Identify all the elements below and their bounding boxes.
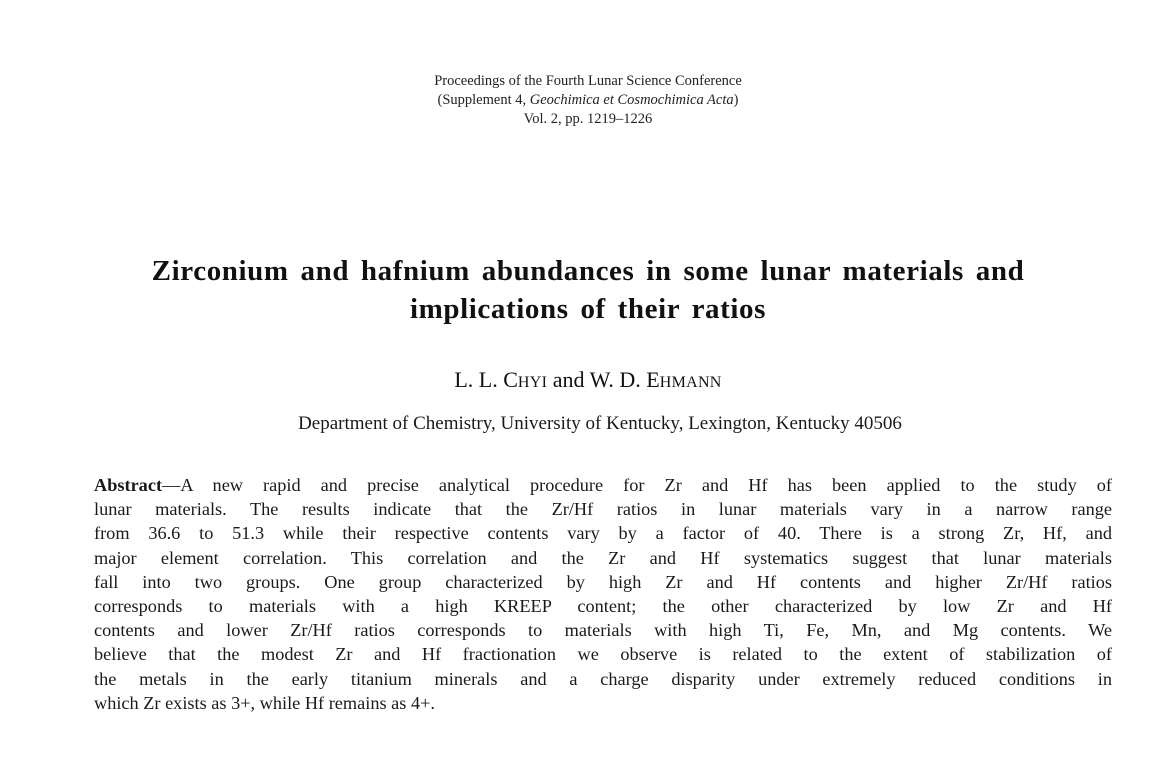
abstract-line-8: believe that the modest Zr and Hf fractionation we observe is related to the extent of stabilization of [94,644,1112,665]
abstract-line-1-text: —A new rapid and precise analytical procedure for Zr and Hf has been applied to the study of [162,475,1112,495]
abstract-label: Abstract [94,475,163,495]
proceedings-line-2 [0,91,1176,110]
authors [0,366,1176,397]
author-2-initials: W. D. [589,367,647,392]
abstract-line-6: corresponds to materials with a high KREEP content; the other characterized by low Zr and Hf [94,595,1112,616]
abstract-line-2: lunar materials. The results indicate that the Zr/Hf ratios in lunar materials vary in a narrow range [94,499,1112,520]
abstract-line-7: contents and lower Zr/Hf ratios corresponds to materials with high Ti, Fe, Mn, and Mg contents. We [94,620,1112,641]
volume-pages: Vol. 2, pp. 1219–1226 [523,111,653,127]
author-1-surname-rest: HYI [517,374,548,391]
author-2-surname-rest: HMANN [659,374,722,391]
proceedings-line-1: Proceedings of the Fourth Lunar Science Conference [434,73,742,89]
author-1-surname-initial: C [503,367,518,392]
proceedings-header [0,72,1176,129]
abstract [94,473,1112,715]
abstract-line-4: major element correlation. This correlation and the Zr and Hf systematics suggest that lunar materials [94,547,1112,568]
authors-conjunction: and [547,367,590,392]
author-2-surname-initial: E [646,367,660,392]
supplement-prefix: (Supplement 4, [437,92,530,108]
affiliation: Department of Chemistry, University of Kentucky, Lexington, Kentucky 40506 [298,413,902,434]
journal-name: Geochimica et Cosmochimica Acta [529,92,734,108]
abstract-line-5: fall into two groups. One group characterized by high Zr and Hf contents and higher Zr/Hf ratios [94,571,1112,592]
abstract-line-3: from 36.6 to 51.3 while their respective contents vary by a factor of 40. There is a strong Zr, Hf, and [94,523,1112,544]
abstract-line-1 [94,473,1112,497]
author-1-initials: L. L. [454,367,504,392]
paper-title [60,252,1116,328]
abstract-line-9: the metals in the early titanium minerals and a charge disparity under extremely reduced conditions in [94,668,1112,689]
abstract-line-10: which Zr exists as 3+, while Hf remains as 4+. [94,692,435,713]
supplement-suffix: ) [733,92,739,108]
title-line-2: implications of their ratios [409,293,767,325]
title-line-1: Zirconium and hafnium abundances in some lunar materials and [151,255,1025,287]
